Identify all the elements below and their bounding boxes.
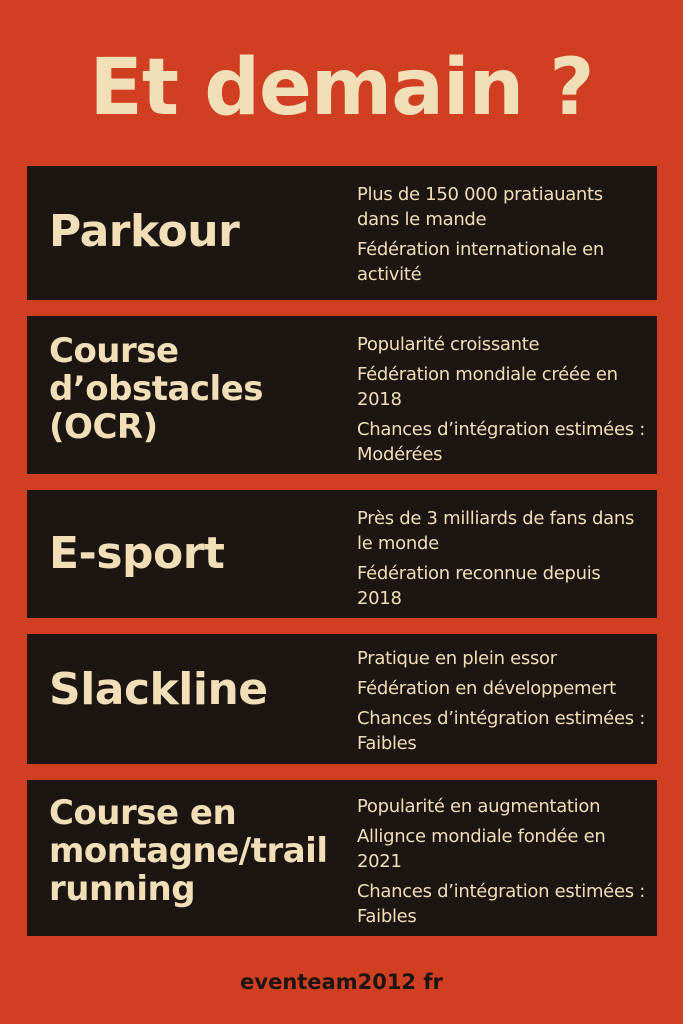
detail-point: Popularité croissante (357, 334, 540, 355)
detail-point: Chances d’intégration estimées : Faibles (357, 708, 645, 754)
sport-card-slackline (27, 634, 657, 764)
detail-point: Fédération internationale en activité (357, 239, 605, 285)
sport-name: E-sport (49, 528, 225, 579)
sport-details (357, 332, 647, 472)
detail-point: Allignce mondiale fondée en 2021 (357, 826, 606, 872)
sport-name: Course d’obstacles (OCR) (49, 331, 263, 447)
sport-card-esport (27, 490, 657, 618)
sport-details (357, 794, 647, 934)
detail-point: Fédération en développemert (357, 678, 616, 699)
detail-point: Chances d’intégration estimées : Faibles (357, 881, 645, 927)
sport-name: Parkour (49, 206, 240, 257)
detail-point: Plus de 150 000 pratiauants dans le mande (357, 184, 603, 230)
detail-point: Chances d’intégration estimées : Modérées (357, 419, 645, 465)
sport-name: Slackline (49, 664, 268, 715)
sport-card-ocr (27, 316, 657, 474)
sport-card-parkour (27, 166, 657, 300)
detail-point: Près de 3 milliards de fans dans le monde (357, 508, 635, 554)
footer-website: eventeam2012 fr (240, 970, 443, 994)
sport-details (357, 182, 647, 292)
detail-point: Pratique en plein essor (357, 648, 557, 669)
detail-point: Popularité en augmentation (357, 796, 601, 817)
sport-card-trail-running (27, 780, 657, 936)
sport-name: Course en montagne/trail running (49, 793, 328, 909)
detail-point: Fédération reconnue depuis 2018 (357, 563, 601, 609)
sport-details (357, 506, 647, 616)
detail-point: Fédération mondiale créée en 2018 (357, 364, 618, 410)
sport-details (357, 646, 647, 761)
page-title: Et demain ? (89, 43, 594, 133)
